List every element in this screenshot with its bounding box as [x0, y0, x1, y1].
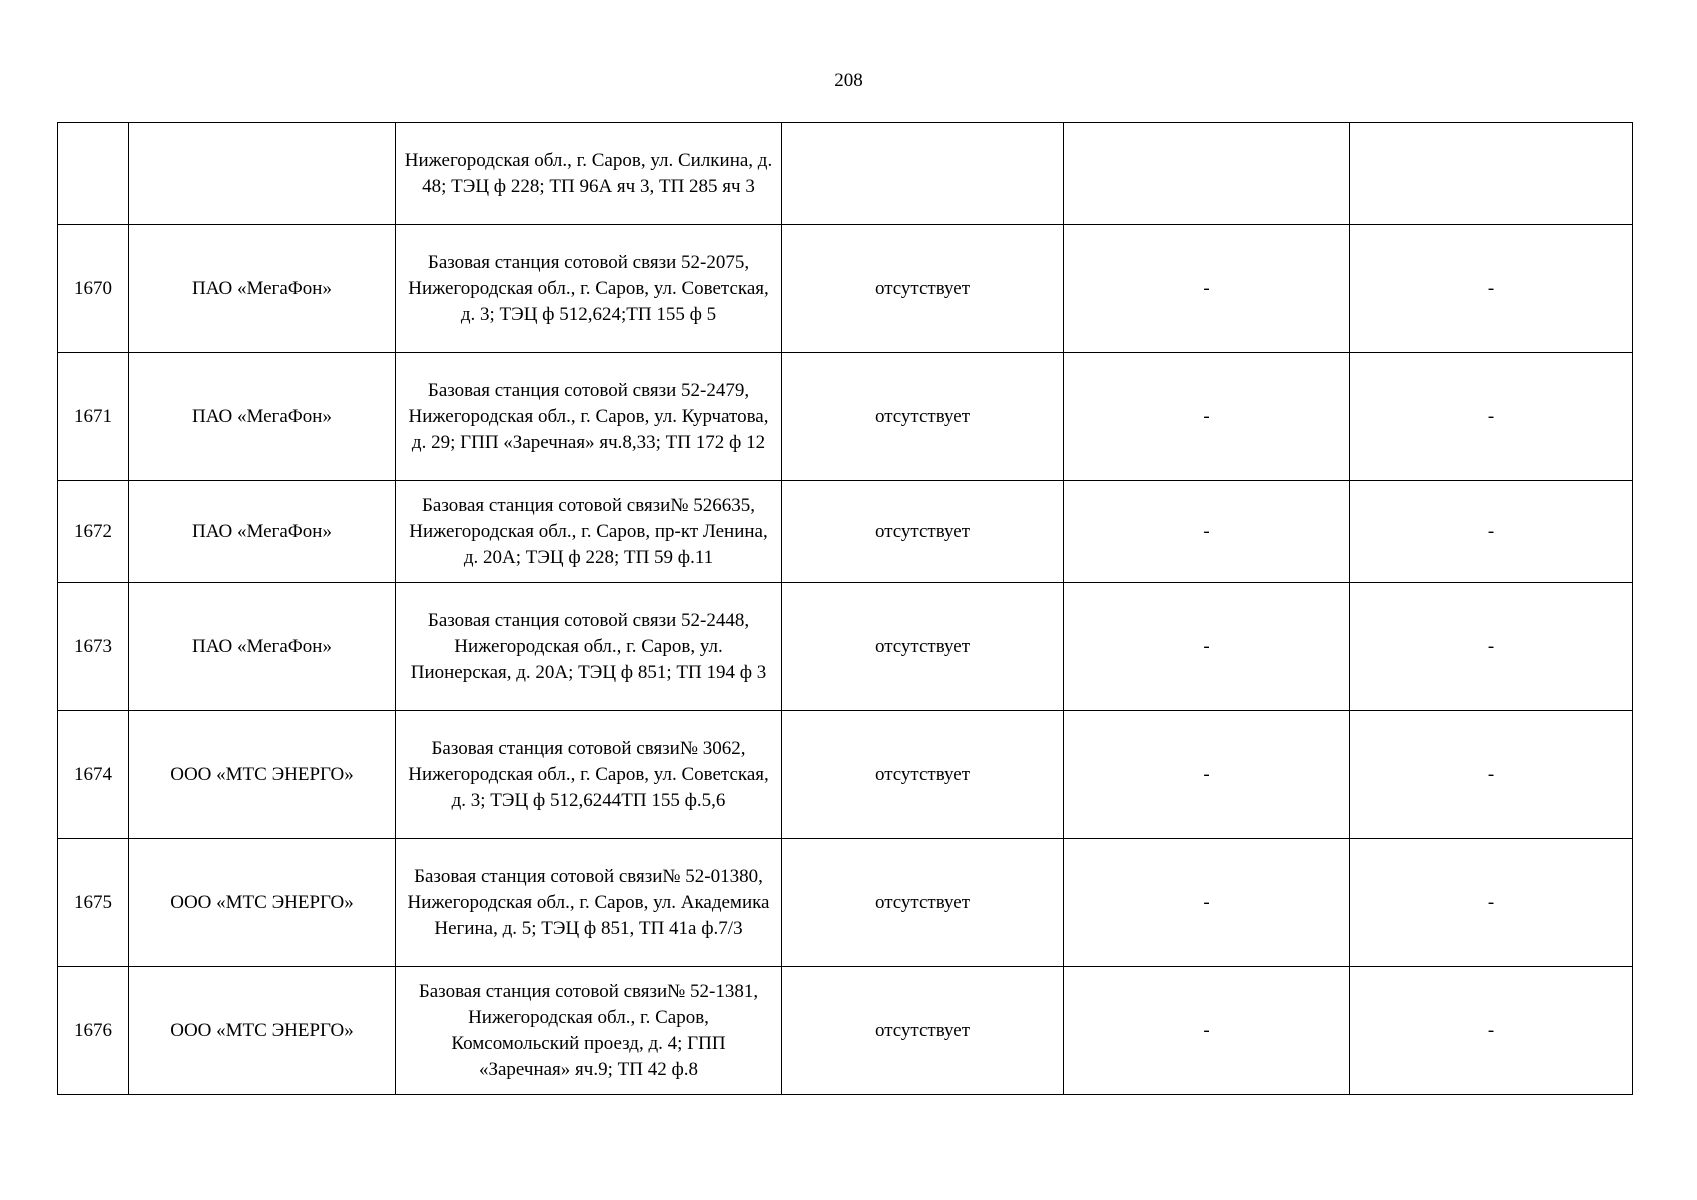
column-5-cell: [1064, 123, 1350, 225]
row-number: 1676: [58, 967, 129, 1095]
station-address: Базовая станция сотовой связи№ 52-1381, Нижегородская обл., г. Саров, Комсомольский проезд, д. 4; ГПП «Заречная» яч.9; ТП 42 ф.8: [396, 967, 782, 1095]
column-6-cell: [1350, 123, 1633, 225]
column-5-cell: -: [1064, 839, 1350, 967]
station-address: Базовая станция сотовой связи№ 52-01380, Нижегородская обл., г. Саров, ул. Академика Негина, д. 5; ТЭЦ ф 851, ТП 41а ф.7/3: [396, 839, 782, 967]
table-row: [58, 967, 1633, 1095]
table-row: [58, 225, 1633, 353]
organization-name: ПАО «МегаФон»: [129, 481, 396, 583]
registry-table: [57, 122, 1633, 1095]
column-6-cell: -: [1350, 583, 1633, 711]
column-5-cell: -: [1064, 967, 1350, 1095]
row-number: 1670: [58, 225, 129, 353]
status-cell: отсутствует: [782, 583, 1064, 711]
column-5-cell: -: [1064, 225, 1350, 353]
status-cell: отсутствует: [782, 225, 1064, 353]
row-number: 1671: [58, 353, 129, 481]
column-6-cell: -: [1350, 481, 1633, 583]
row-number: [58, 123, 129, 225]
table-row: [58, 711, 1633, 839]
status-cell: отсутствует: [782, 481, 1064, 583]
column-5-cell: -: [1064, 711, 1350, 839]
organization-name: ООО «МТС ЭНЕРГО»: [129, 839, 396, 967]
status-cell: отсутствует: [782, 353, 1064, 481]
column-6-cell: -: [1350, 353, 1633, 481]
organization-name: ПАО «МегаФон»: [129, 225, 396, 353]
organization-name: ПАО «МегаФон»: [129, 583, 396, 711]
table-row: [58, 583, 1633, 711]
status-cell: [782, 123, 1064, 225]
station-address: Базовая станция сотовой связи№ 526635, Нижегородская обл., г. Саров, пр-кт Ленина, д. 20А; ТЭЦ ф 228; ТП 59 ф.11: [396, 481, 782, 583]
table-row: [58, 839, 1633, 967]
column-6-cell: -: [1350, 967, 1633, 1095]
organization-name: ООО «МТС ЭНЕРГО»: [129, 711, 396, 839]
column-6-cell: -: [1350, 225, 1633, 353]
table-row: [58, 481, 1633, 583]
organization-name: ООО «МТС ЭНЕРГО»: [129, 967, 396, 1095]
status-cell: отсутствует: [782, 967, 1064, 1095]
row-number: 1674: [58, 711, 129, 839]
column-5-cell: -: [1064, 353, 1350, 481]
station-address: Базовая станция сотовой связи 52-2448, Нижегородская обл., г. Саров, ул. Пионерская, д. 20А; ТЭЦ ф 851; ТП 194 ф 3: [396, 583, 782, 711]
column-5-cell: -: [1064, 583, 1350, 711]
station-address: Базовая станция сотовой связи№ 3062, Нижегородская обл., г. Саров, ул. Советская, д. 3; ТЭЦ ф 512,6244ТП 155 ф.5,6: [396, 711, 782, 839]
row-number: 1673: [58, 583, 129, 711]
column-5-cell: -: [1064, 481, 1350, 583]
column-6-cell: -: [1350, 839, 1633, 967]
organization-name: [129, 123, 396, 225]
status-cell: отсутствует: [782, 711, 1064, 839]
page-number: 208: [834, 70, 863, 91]
table-row: [58, 123, 1633, 225]
table-row: [58, 353, 1633, 481]
organization-name: ПАО «МегаФон»: [129, 353, 396, 481]
column-6-cell: -: [1350, 711, 1633, 839]
station-address: Нижегородская обл., г. Саров, ул. Силкина, д. 48; ТЭЦ ф 228; ТП 96А яч 3, ТП 285 яч 3: [396, 123, 782, 225]
station-address: Базовая станция сотовой связи 52-2479, Нижегородская обл., г. Саров, ул. Курчатова, д. 29; ГПП «Заречная» яч.8,33; ТП 172 ф 12: [396, 353, 782, 481]
station-address: Базовая станция сотовой связи 52-2075, Нижегородская обл., г. Саров, ул. Советская, д. 3; ТЭЦ ф 512,624;ТП 155 ф 5: [396, 225, 782, 353]
row-number: 1672: [58, 481, 129, 583]
status-cell: отсутствует: [782, 839, 1064, 967]
row-number: 1675: [58, 839, 129, 967]
